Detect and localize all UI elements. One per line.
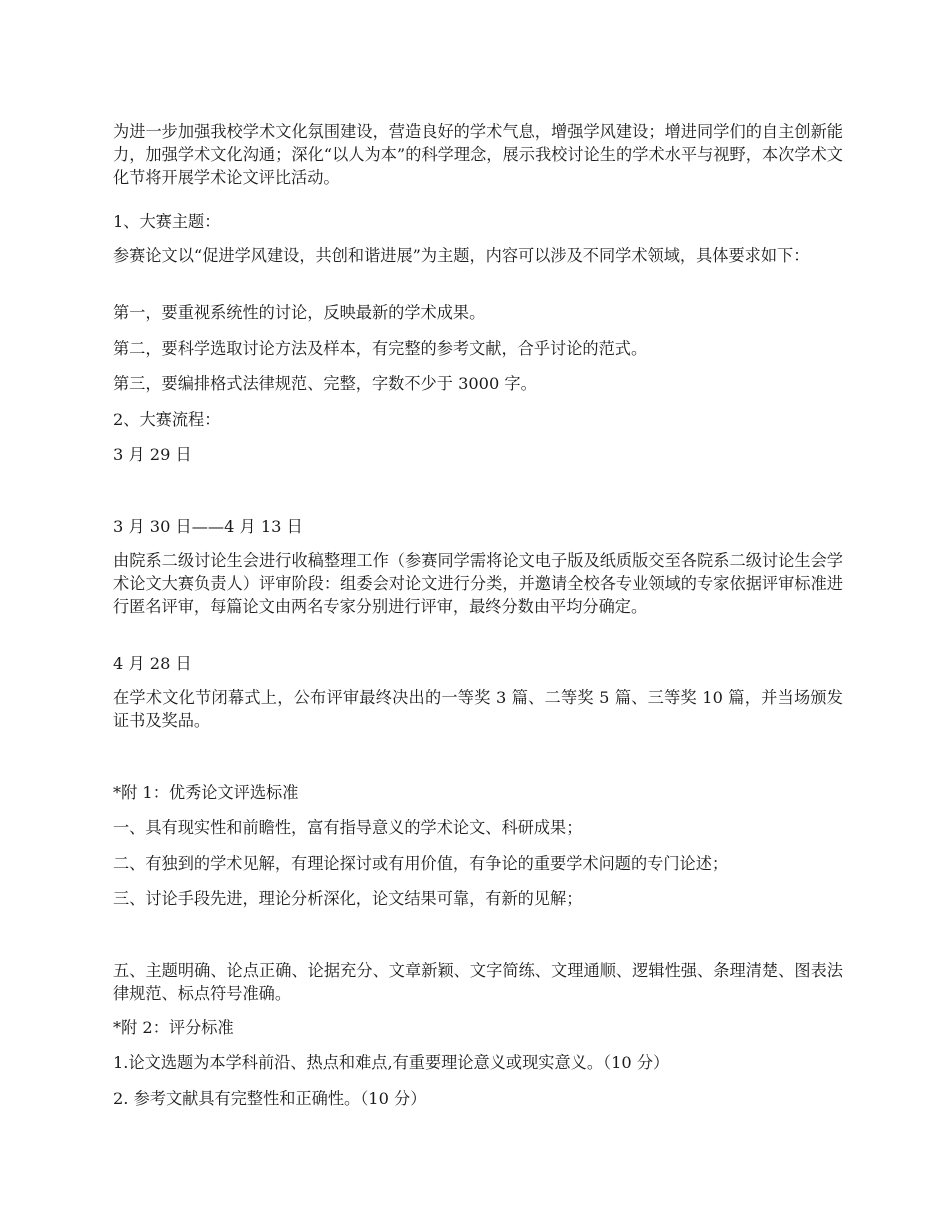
date-apr-28: 4 月 28 日	[113, 654, 192, 673]
criterion-3: 三、讨论手段先进，理论分析深化，论文结果可靠，有新的见解；	[113, 889, 583, 908]
collection-review-paragraph: 由院系二级讨论生会进行收稿整理工作（参赛同学需将论文电子版及纸质版交至各院系二级讨论生会学术论文大赛负责人）评审阶段：组委会对论文进行分类，并邀请全校各专业领域的专家依据评审标准进行匿名评审，每篇论文由两名专家分别进行评审，最终分数由平均分确定。	[113, 551, 843, 616]
date-mar-29: 3 月 29 日	[113, 445, 192, 464]
scoring-item-2: 2. 参考文献具有完整性和正确性。（10 分）	[113, 1089, 427, 1108]
closing-ceremony-paragraph: 在学术文化节闭幕式上，公布评审最终决出的一等奖 3 篇、二等奖 5 篇、三等奖 10 篇，并当场颁发证书及奖品。	[113, 688, 843, 730]
appendix-2-title: *附 2：评分标准	[113, 1018, 234, 1037]
scoring-item-1: 1.论文选题为本学科前沿、热点和难点,有重要理论意义或现实意义。（10 分）	[113, 1053, 670, 1072]
appendix-1-title: *附 1：优秀论文评选标准	[113, 783, 299, 802]
criterion-2: 二、有独到的学术见解，有理论探讨或有用价值，有争论的重要学术问题的专门论述；	[113, 854, 729, 873]
requirement-1: 第一，要重视系统性的讨论，反映最新的学术成果。	[113, 303, 486, 322]
theme-paragraph: 参赛论文以“促进学风建设，共创和谐进展”为主题，内容可以涉及不同学术领域，具体要求如下：	[113, 246, 810, 265]
requirement-2: 第二，要科学选取讨论方法及样本，有完整的参考文献，合乎讨论的范式。	[113, 339, 648, 358]
requirement-3: 第三，要编排格式法律规范、完整，字数不少于 3000 字。	[113, 374, 537, 393]
section-heading-process: 2、大赛流程：	[113, 410, 221, 429]
section-heading-theme: 1、大赛主题：	[113, 212, 221, 231]
criterion-5: 五、主题明确、论点正确、论据充分、文章新颖、文字简练、文理通顺、逻辑性强、条理清楚、图表法律规范、标点符号准确。	[113, 961, 843, 1003]
date-range-mar30-apr13: 3 月 30 日——4 月 13 日	[113, 517, 303, 536]
intro-paragraph: 为进一步加强我校学术文化氛围建设，营造良好的学术气息，增强学风建设；增进同学们的自主创新能力，加强学术文化沟通；深化“以人为本”的科学理念，展示我校讨论生的学术水平与视野，本次学术文化节将开展学术论文评比活动。	[113, 122, 843, 187]
criterion-1: 一、具有现实性和前瞻性，富有指导意义的学术论文、科研成果；	[113, 818, 583, 837]
